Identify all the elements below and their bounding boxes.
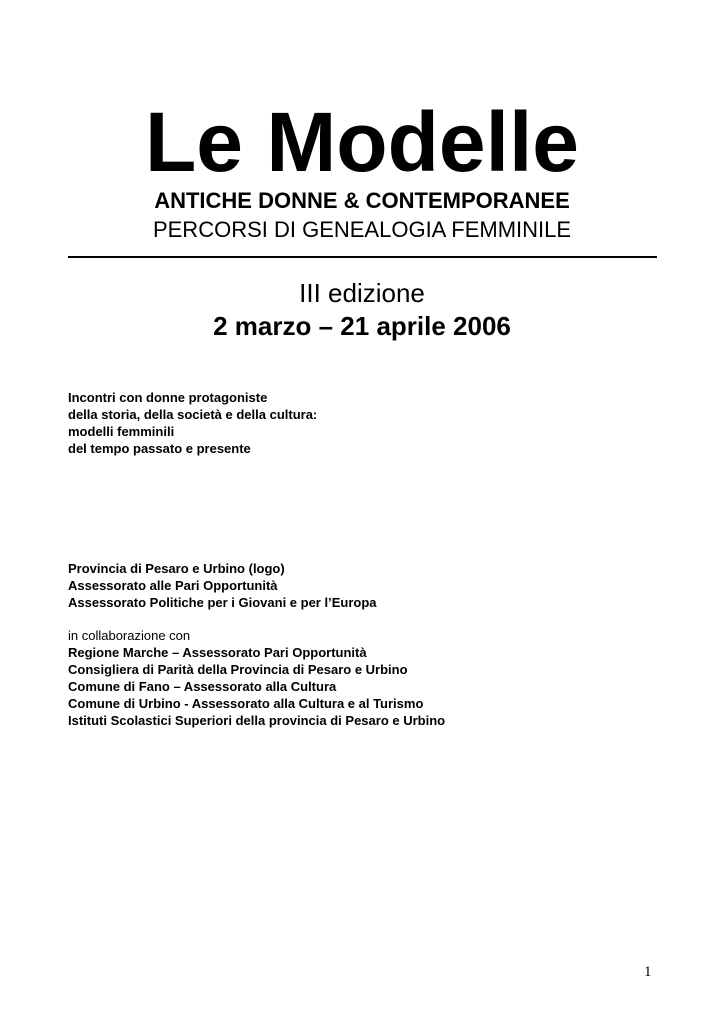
organizers-list xyxy=(68,560,376,611)
organizer-item: Assessorato alle Pari Opportunità xyxy=(68,578,278,593)
subtitle-bold: ANTICHE DONNE & CONTEMPORANEE xyxy=(154,188,570,213)
intro-line: del tempo passato e presente xyxy=(68,441,251,456)
intro-paragraph xyxy=(68,389,317,457)
collaborators-section xyxy=(68,627,445,729)
page-number: 1 xyxy=(644,964,652,980)
collaboration-label: in collaborazione con xyxy=(68,628,191,643)
edition-label: III edizione xyxy=(299,278,425,308)
collaborator-item: Comune di Fano – Assessorato alla Cultura xyxy=(68,679,337,694)
organizer-item: Assessorato Politiche per i Giovani e per l’Europa xyxy=(68,595,377,610)
collaborator-item: Comune di Urbino - Assessorato alla Cultura e al Turismo xyxy=(68,696,424,711)
intro-line: Incontri con donne protagoniste xyxy=(68,390,268,405)
organizer-item: Provincia di Pesaro e Urbino (logo) xyxy=(68,561,285,576)
subtitle-regular: PERCORSI DI GENEALOGIA FEMMINILE xyxy=(152,217,572,242)
intro-line: della storia, della società e della cultura: xyxy=(68,407,318,422)
document-title: Le Modelle xyxy=(144,95,580,189)
intro-line: modelli femminili xyxy=(68,424,175,439)
collaborator-item: Regione Marche – Assessorato Pari Opportunità xyxy=(68,645,367,660)
horizontal-divider xyxy=(68,256,657,258)
collaborator-item: Istituti Scolastici Superiori della provincia di Pesaro e Urbino xyxy=(68,713,446,728)
collaborator-item: Consigliera di Parità della Provincia di Pesaro e Urbino xyxy=(68,662,408,677)
event-dates: 2 marzo – 21 aprile 2006 xyxy=(213,311,511,341)
